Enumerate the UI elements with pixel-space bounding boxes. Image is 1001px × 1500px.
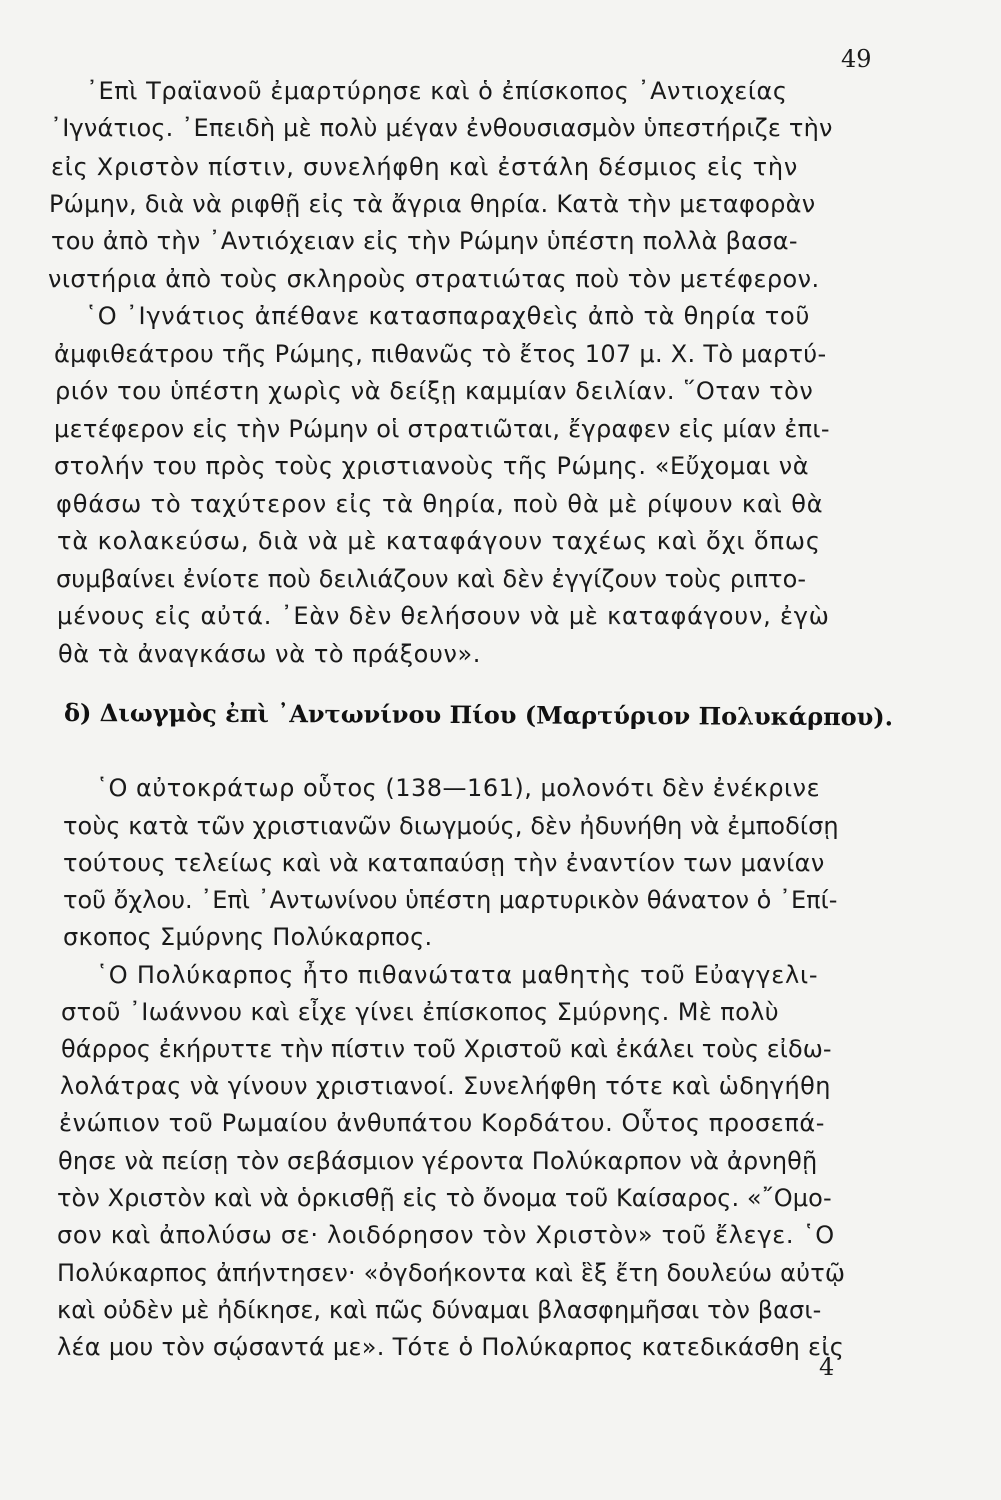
text-line: Ρώμην, διὰ νὰ ριφθῇ εἰς τὰ ἄγρια θηρία. Κατὰ τὴν μεταφορὰν <box>49 190 816 218</box>
text-line: τὰ κολακεύσω, διὰ νὰ μὲ καταφάγουν ταχέως καὶ ὄχι ὅπως <box>57 527 821 555</box>
text-line: στοῦ ᾿Ιωάννου καὶ εἶχε γίνει ἐπίσκοπος Σμύρνης. Μὲ πολὺ <box>61 998 780 1026</box>
text-line: στολήν του πρὸς τοὺς χριστιανοὺς τῆς Ρώμης. «Εὔχομαι νὰ <box>54 452 810 480</box>
text-line: ῾Ο Πολύκαρπος ἦτο πιθανώτατα μαθητὴς τοῦ Εὐαγγελι- <box>96 961 819 989</box>
text-line: ριόν του ὑπέστη χωρὶς νὰ δείξῃ καμμίαν δειλίαν. ῞Οταν τὸν <box>55 377 814 405</box>
text-line: Πολύκαρπος ἀπήντησεν· «ὀγδοήκοντα καὶ ἓξ ἔτη δουλεύω αὐτῷ <box>57 1259 846 1287</box>
text-line: συμβαίνει ἐνίοτε ποὺ δειλιάζουν καὶ δὲν ἐγγίζουν τοὺς ριπτο- <box>56 565 807 593</box>
text-line: μένους εἰς αὐτά. ᾿Εὰν δὲν θελήσουν νὰ μὲ καταφάγουν, ἐγὼ <box>57 602 830 630</box>
text-line: του ἀπὸ τὴν ᾿Αντιόχειαν εἰς τὴν Ρώμην ὑπέστη πολλὰ βασα- <box>51 227 798 255</box>
text-line: θάρρος ἐκήρυττε τὴν πίστιν τοῦ Χριστοῦ καὶ ἐκάλει τοὺς εἰδω- <box>61 1035 832 1063</box>
text-line: μετέφερον εἰς τὴν Ρώμην οἱ στρατιῶται, ἔγραφεν εἰς μίαν ἐπι- <box>54 415 830 443</box>
text-line: θὰ τὰ ἀναγκάσω νὰ τὸ πράξουν». <box>58 640 481 668</box>
text-line: λέα μου τὸν σῴσαντά με». Τότε ὁ Πολύκαρπος κατεδικάσθη εἰς <box>57 1333 845 1361</box>
text-line: ῾Ο αὐτοκράτωρ οὗτος (138—161), μολονότι δὲν ἐνέκρινε <box>96 774 821 802</box>
page-number-bottom: 4 <box>819 1353 835 1381</box>
text-line: σον καὶ ἀπολύσω σε· λοιδόρησον τὸν Χριστὸν» τοῦ ἔλεγε. ῾Ο <box>57 1221 835 1249</box>
text-line: θησε νὰ πείσῃ τὸν σεβάσμιον γέροντα Πολύκαρπον νὰ ἀρνηθῇ <box>58 1147 818 1175</box>
text-line: τοὺς κατὰ τῶν χριστιανῶν διωγμούς, δὲν ἠδυνήθη νὰ ἐμποδίσῃ <box>63 812 839 840</box>
text-line: φθάσω τὸ ταχύτερον εἰς τὰ θηρία, ποὺ θὰ μὲ ρίψουν καὶ θὰ <box>56 490 824 518</box>
text-line: ἐνώπιον τοῦ Ρωμαίου ἀνθυπάτου Κορδάτου. Οὗτος προσεπά- <box>59 1109 826 1137</box>
text-line: ἀμφιθεάτρου τῆς Ρώμης, πιθανῶς τὸ ἔτος 107 μ. Χ. Τὸ μαρτύ- <box>54 340 827 368</box>
text-line: τούτους τελείως καὶ νὰ καταπαύσῃ τὴν ἐναντίον των μανίαν <box>63 849 825 877</box>
section-heading: δ) Διωγμὸς ἐπὶ ᾿Αντωνίνου Πίου (Μαρτύριον Πολυκάρπου). <box>63 698 894 732</box>
page-number-top: 49 <box>841 45 872 73</box>
text-line: λολάτρας νὰ γίνουν χριστιανοί. Συνελήφθη τότε καὶ ὡδηγήθη <box>60 1072 831 1100</box>
text-line: ᾿Ιγνάτιος. ᾿Επειδὴ μὲ πολὺ μέγαν ἐνθουσιασμὸν ὑπεστήριζε τὴν <box>50 114 833 142</box>
text-line: καὶ οὐδὲν μὲ ἠδίκησε, καὶ πῶς δύναμαι βλασφημῆσαι τὸν βασι- <box>57 1296 822 1324</box>
text-line: ᾿Επὶ Τραϊανοῦ ἐμαρτύρησε καὶ ὁ ἐπίσκοπος ᾿Αντιοχείας <box>86 77 788 105</box>
text-line: ῾Ο ᾿Ιγνάτιος ἀπέθανε κατασπαραχθεὶς ἀπὸ τὰ θηρία τοῦ <box>85 302 811 330</box>
text-line: τοῦ ὄχλου. ᾿Επὶ ᾿Αντωνίνου ὑπέστη μαρτυρικὸν θάνατον ὁ ᾿Επί- <box>63 886 838 914</box>
text-line: τὸν Χριστὸν καὶ νὰ ὁρκισθῇ εἰς τὸ ὄνομα τοῦ Καίσαρος. «῎Ομο- <box>57 1184 832 1212</box>
text-line: σκοπος Σμύρνης Πολύκαρπος. <box>63 923 433 951</box>
text-line: νιστήρια ἀπὸ τοὺς σκληροὺς στρατιώτας ποὺ τὸν μετέφερον. <box>48 265 820 293</box>
text-line: εἰς Χριστὸν πίστιν, συνελήφθη καὶ ἐστάλη δέσμιος εἰς τὴν <box>51 153 798 181</box>
